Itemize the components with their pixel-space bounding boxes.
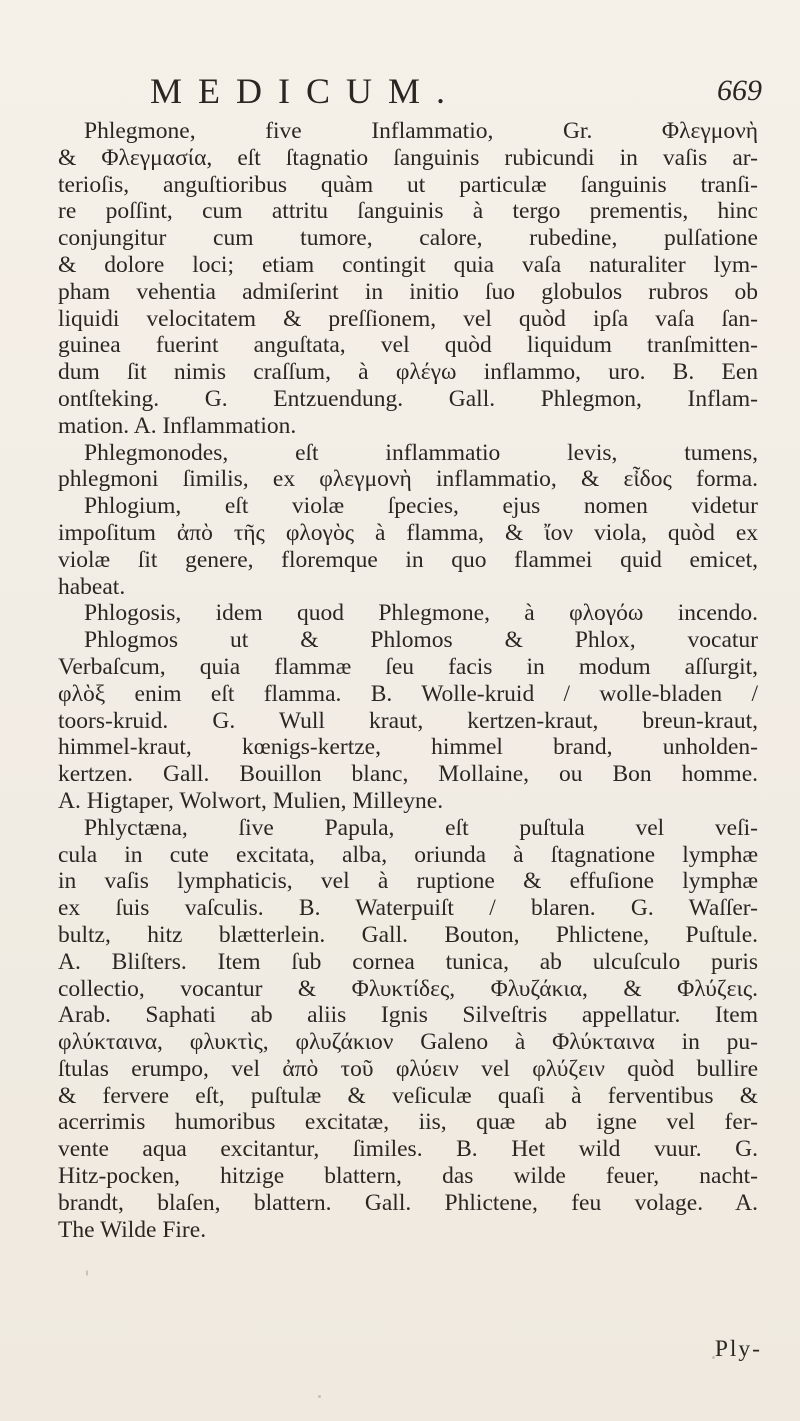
text-line: guinea fuerint anguſtata, vel quòd liquidum tranſmitten- [58,332,758,359]
text-line: impoſitum ἀπὸ τῆς φλογὸς à flamma, & ἴον viola, quòd ex [58,519,758,546]
text-line: toors-kruid. G. Wull kraut, kertzen-kraut, breun-kraut, [58,707,758,734]
text-line: collectio, vocantur & Φλυκτίδες, Φλυζάκια, & Φλύζεις. [58,975,758,1002]
text-line: Phlogosis, idem quod Phlegmone, à φλογόω incendo. [84,600,758,627]
text-line: violæ ſit genere, floremque in quo flammei quid emicet, [58,546,758,573]
text-line: Phlegmonodes, eſt inflammatio levis, tumens, [84,439,758,466]
text-line: & fervere eſt, puſtulæ & veſiculæ quaſi à ferventibus & [58,1082,758,1109]
catchword: Ply- [714,1336,762,1362]
text-line: & dolore loci; etiam contingit quia vaſa naturaliter lym- [58,251,758,278]
text-line: brandt, blaſen, blattern. Gall. Phlictene, feu volage. A. [58,1189,758,1216]
body-text [58,118,758,1243]
paper-speck [86,1270,88,1276]
text-line: Phlogmos ut & Phlomos & Phlox, vocatur [84,627,758,654]
text-line: cula in cute excitata, alba, orіunda à ſtagnatione lymphæ [58,841,758,868]
text-line: φλύκταινα, φλυκτὶς, φλυζάκιον Galeno à Φλύκταινα in pu- [58,1029,758,1056]
paper-speck [318,1395,321,1398]
text-line: habeat. [58,573,126,600]
text-line: ſtulas erumpo, vel ἀπὸ τοῦ φλύειν vel φλύζειν quòd bullire [58,1055,758,1082]
text-line: conjungitur cum tumore, calore, rubedine, pulſatione [58,225,758,252]
text-line: vente aqua excitantur, ſimiles. B. Het wild vuur. G. [58,1136,758,1163]
text-line: The Wilde Fire. [58,1216,207,1243]
text-line: Phlogium, eſt violæ ſpecies, ejus nomen videtur [84,493,758,520]
text-line: Arab. Saphati ab aliis Ignis Silveſtris appellatur. Item [58,1002,758,1029]
text-line: Phlegmone, five Inflammatio, Gr. Φλεγμονὴ [84,118,758,144]
text-line: Hitz-pocken, hitzige blattern, das wilde feuer, nacht- [58,1163,758,1190]
text-line: ex ſuis vaſculis. B. Waterpuiſt / blaren. G. Waſſer- [58,895,758,922]
text-line: himmel-kraut, kœnigs-kertze, himmel brand, unholden- [58,734,758,761]
page-header [150,70,770,120]
running-head: MEDICUM. [150,71,462,111]
text-line: φλὸξ enim eſt flamma. B. Wolle-kruid / wolle-bladen / [58,680,758,707]
text-line: Phlyctæna, ſive Papula, eſt puſtula vel veſi- [84,814,758,841]
text-line: ontſteking. G. Entzuendung. Gall. Phlegmon, Inflam- [58,385,758,412]
text-line: kertzen. Gall. Bouillon blanc, Mollaine, ou Bon homme. [58,761,758,788]
text-line: re poſſint, cum attritu ſanguinis à tergo prementis, hinc [58,198,758,225]
text-line: pham vehentia admiſerint in initio ſuo globulos rubros ob [58,278,758,305]
text-line: A. Bliſters. Item ſub cornea tunica, ab ulcuſculo puris [58,948,758,975]
text-line: bultz, hitz blætterlein. Gall. Bouton, Phlictene, Puſtule. [58,921,758,948]
text-line: liquidi velocitatem & preſſionem, vel quòd ipſa vaſa ſan- [58,305,758,332]
text-line: terioſis, anguſtioribus quàm ut particulæ ſanguinis tranſi- [58,171,758,198]
text-line: & Φλεγμασία, eſt ſtagnatio ſanguinis rubicundi in vaſis ar- [58,144,758,171]
text-line: mation. A. Inflammation. [58,412,297,439]
text-line: Verbaſcum, quia flammæ ſeu facis in modum aſſurgit, [58,653,758,680]
text-line: acerrimis humoribus excitatæ, iis, quæ ab igne vel fer- [58,1109,758,1136]
page-number: 669 [717,74,762,107]
paper-speck [712,1356,715,1359]
text-line: A. Higtaper, Wolwort, Mulien, Milleyne. [58,787,444,814]
text-line: in vaſis lymphaticis, vel à ruptione & effuſione lymphæ [58,868,758,895]
text-line: phlegmoni ſimilis, ex φλεγμονὴ inflammatio, & εἶδος forma. [58,466,758,493]
text-line: dum ſit nimis craſſum, à φλέγω inflammo, uro. B. Een [58,359,758,386]
